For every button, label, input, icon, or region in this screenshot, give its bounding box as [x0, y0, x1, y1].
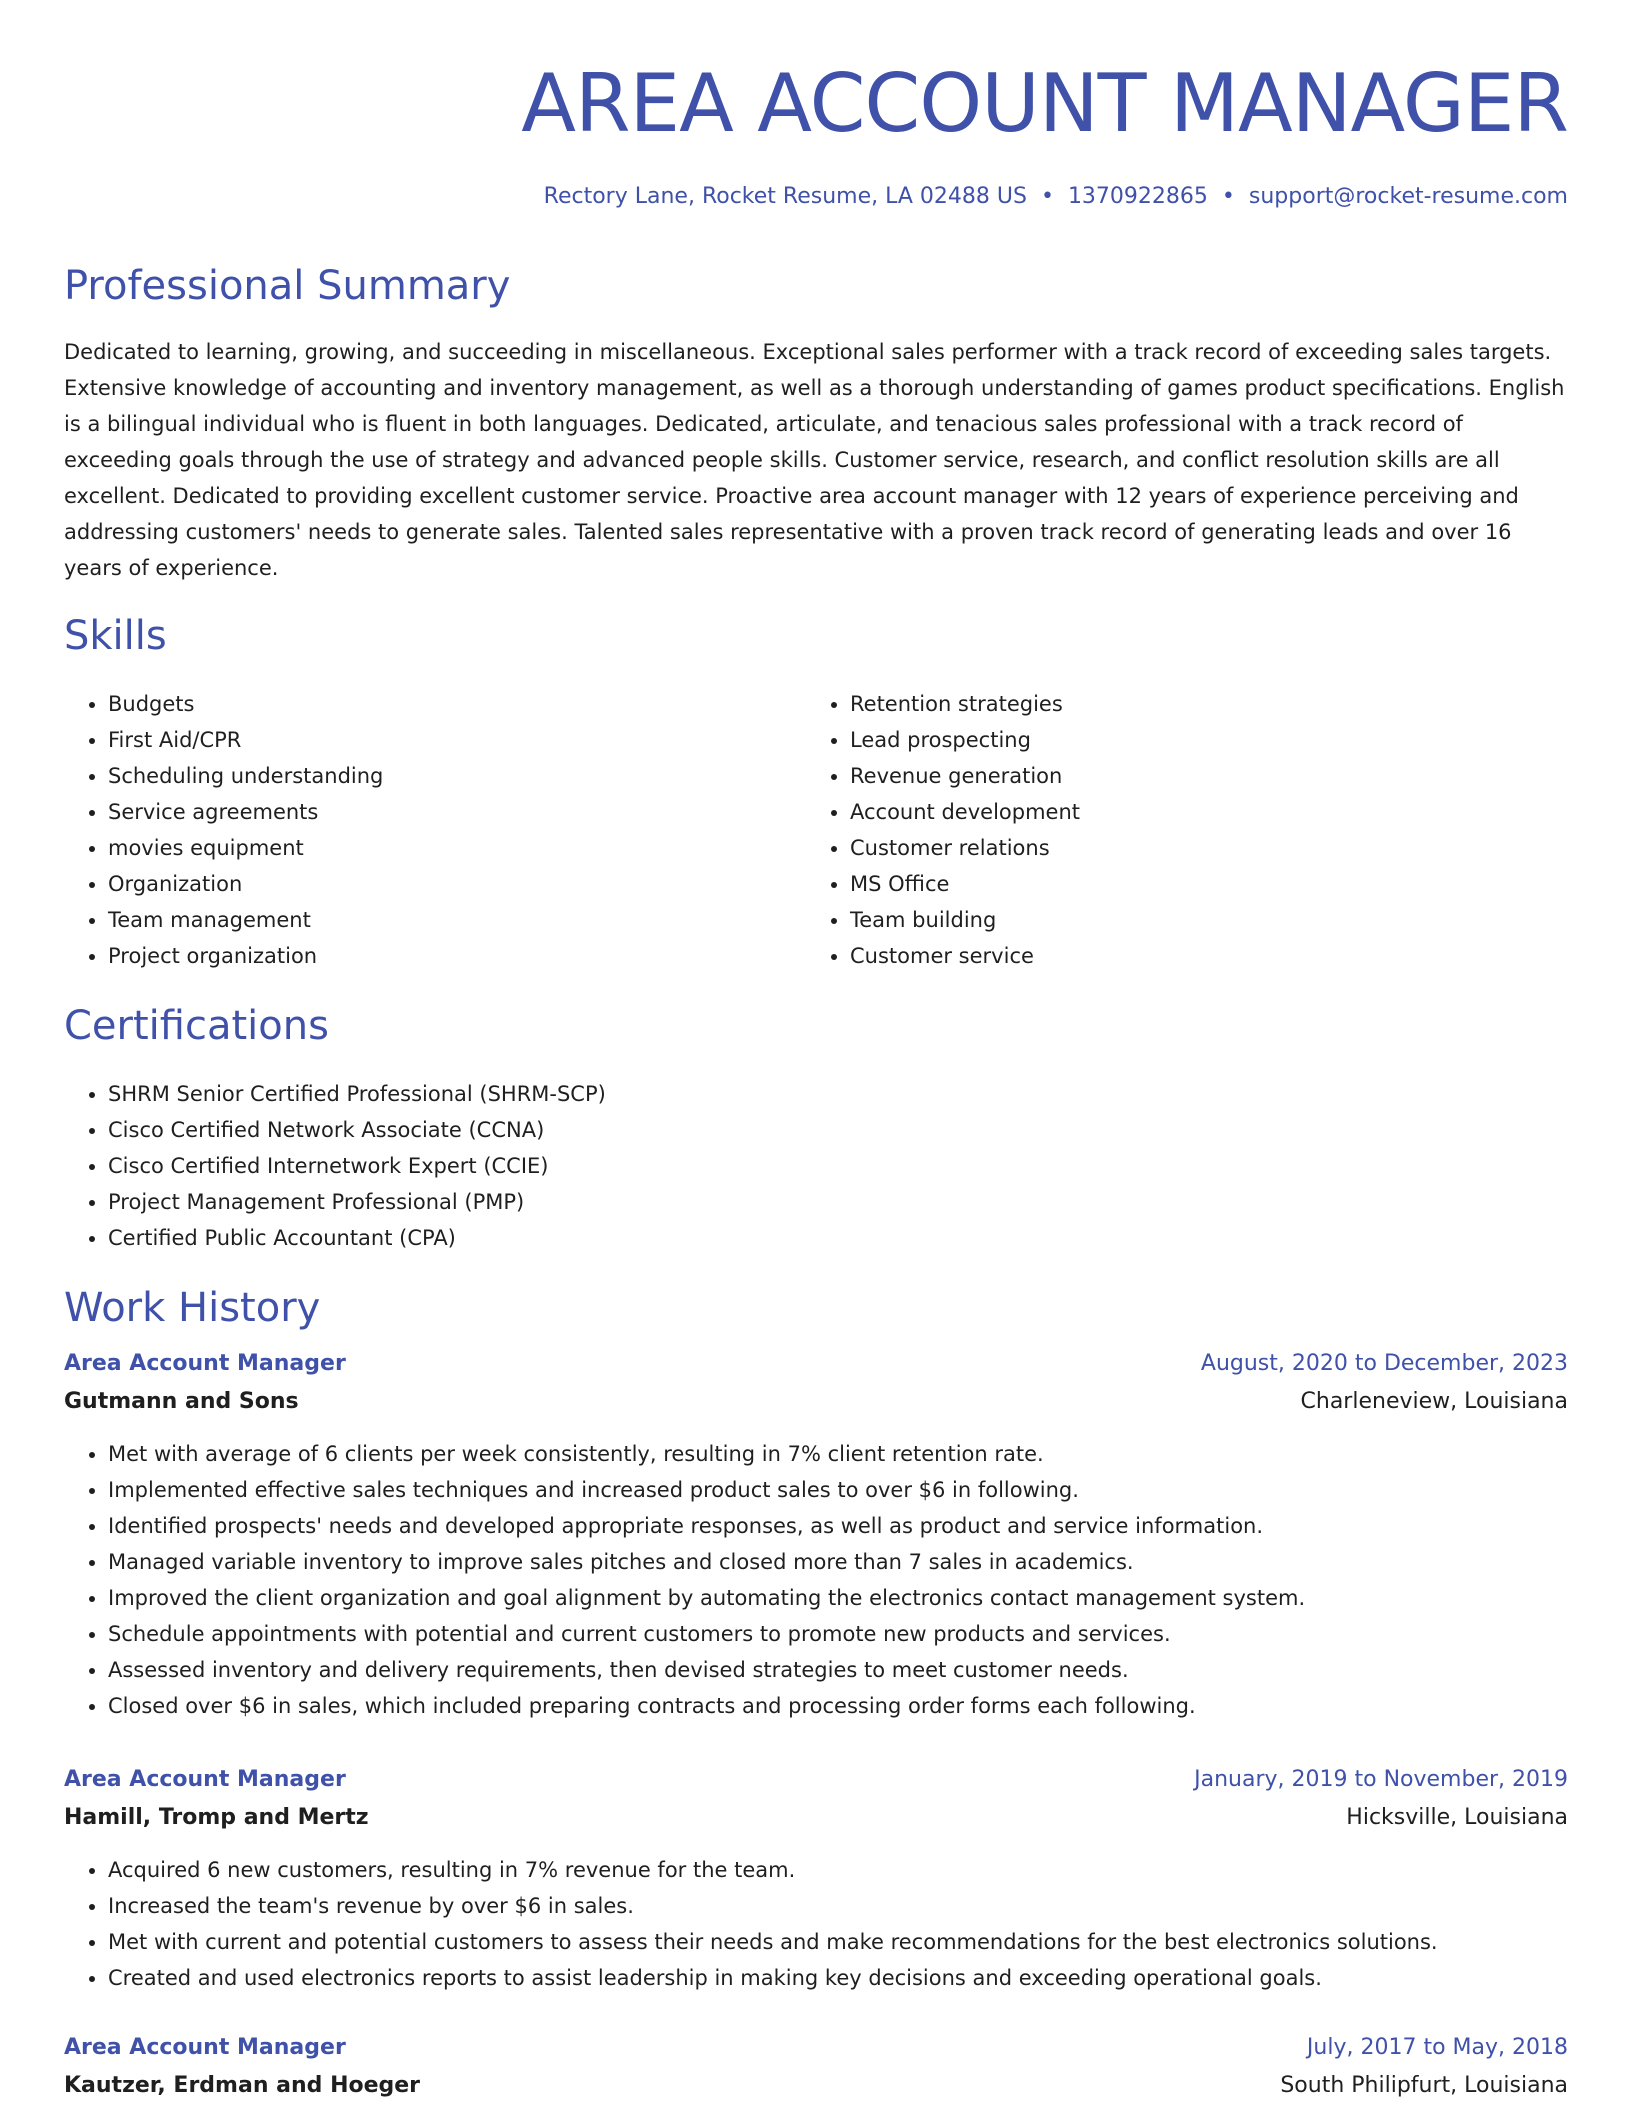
job-title: Area Account Manager: [64, 1766, 346, 1792]
skill-item: • Scheduling understanding: [108, 758, 383, 794]
contact-address: Rectory Lane, Rocket Resume, LA 02488 US: [543, 184, 1027, 209]
job-location: Hicksville, Louisiana: [1346, 1804, 1568, 1830]
certification-item: • Certified Public Accountant (CPA): [108, 1220, 606, 1256]
job-bullet: • Implemented effective sales techniques and increased product sales to over $6 in following.: [108, 1472, 1568, 1508]
job-bullets: [64, 1852, 1568, 1996]
contact-line: [544, 182, 1568, 212]
job-company: Hamill, Tromp and Mertz: [64, 1804, 369, 1830]
job-header-row: [64, 2028, 1568, 2066]
job-header-row: [64, 1344, 1568, 1382]
job-location: Charleneview, Louisiana: [1300, 1388, 1568, 1414]
job-company: Gutmann and Sons: [64, 1388, 299, 1414]
job-bullets: [64, 1436, 1568, 1724]
job-bullet: • Improved the client organization and goal alignment by automating the electronics contact management system.: [108, 1580, 1568, 1616]
skill-item: • First Aid/CPR: [108, 722, 383, 758]
job-dates: July, 2017 to May, 2018: [1306, 2034, 1568, 2060]
skill-item: • Service agreements: [108, 794, 383, 830]
job-bullet: • Closed over $6 in sales, which included preparing contracts and processing order forms each following.: [108, 1688, 1568, 1724]
certification-item: • Cisco Certified Internetwork Expert (CCIE): [108, 1148, 606, 1184]
skill-item: • Lead prospecting: [850, 722, 1080, 758]
resume-name: AREA ACCOUNT MANAGER: [521, 57, 1568, 150]
skills-list-right: [806, 686, 1080, 974]
job-company-row: [64, 1798, 1568, 1836]
summary-heading: Professional Summary: [64, 263, 511, 309]
certification-item: • Cisco Certified Network Associate (CCNA): [108, 1112, 606, 1148]
job-location: South Philipfurt, Louisiana: [1280, 2072, 1568, 2098]
skill-item: • Team building: [850, 902, 1080, 938]
certification-item: • SHRM Senior Certified Professional (SHRM-SCP): [108, 1076, 606, 1112]
job-bullet: • Increased the team's revenue by over $6 in sales.: [108, 1888, 1568, 1924]
skill-item: • Account development: [850, 794, 1080, 830]
skills-heading: Skills: [64, 613, 167, 659]
skills-list-left: [64, 686, 383, 974]
job-company: Kautzer, Erdman and Hoeger: [64, 2072, 421, 2098]
job-bullet: • Met with current and potential customers to assess their needs and make recommendations for the best electronics solutions.: [108, 1924, 1568, 1960]
job-bullet: • Schedule appointments with potential and current customers to promote new products and services.: [108, 1616, 1568, 1652]
job-bullet: • Identified prospects' needs and developed appropriate responses, as well as product and service information.: [108, 1508, 1568, 1544]
job-entry: [64, 1760, 1568, 1996]
certifications-block: [64, 1076, 606, 1256]
job-bullet: • Created and used electronics reports to assist leadership in making key decisions and exceeding operational goals.: [108, 1960, 1568, 1996]
skills-right-column: [806, 686, 1080, 974]
job-dates: August, 2020 to December, 2023: [1200, 1350, 1568, 1376]
job-bullet: • Acquired 6 new customers, resulting in 7% revenue for the team.: [108, 1852, 1568, 1888]
contact-separator: •: [1040, 184, 1054, 209]
contact-email[interactable]: support@rocket-resume.com: [1248, 184, 1568, 209]
skill-item: • Budgets: [108, 686, 383, 722]
job-header-row: [64, 1760, 1568, 1798]
job-bullet: • Met with average of 6 clients per week consistently, resulting in 7% client retention rate.: [108, 1436, 1568, 1472]
contact-phone: 1370922865: [1067, 184, 1208, 209]
contact-separator: •: [1221, 184, 1235, 209]
work-history-heading: Work History: [64, 1285, 321, 1331]
skill-item: • movies equipment: [108, 830, 383, 866]
certifications-heading: Certifications: [64, 1003, 329, 1049]
skill-item: • Project organization: [108, 938, 383, 974]
job-bullet: • Assessed inventory and delivery requirements, then devised strategies to meet customer needs.: [108, 1652, 1568, 1688]
skill-item: • Organization: [108, 866, 383, 902]
job-company-row: [64, 1382, 1568, 1420]
summary-text: Dedicated to learning, growing, and succeeding in miscellaneous. Exceptional sales performer with a track record of exceeding sales targets. Extensive knowledge of accounting and inventory management, as well as a thorough understanding of games product specifications. English is a bilingual individual who is fluent in both languages. Dedicated, articulate, and tenacious sales professional with a track record of exceeding goals through the use of strategy and advanced people skills. Customer service, research, and conflict resolution skills are all excellent. Dedicated to providing excellent customer service. Proactive area account manager with 12 years of experience perceiving and addressing customers' needs to generate sales. Talented sales representative with a proven track record of generating leads and over 16 years of experience.: [64, 340, 1565, 580]
job-title: Area Account Manager: [64, 2034, 346, 2060]
certifications-list: [64, 1076, 606, 1256]
skill-item: • Team management: [108, 902, 383, 938]
skill-item: • Retention strategies: [850, 686, 1080, 722]
certification-item: • Project Management Professional (PMP): [108, 1184, 606, 1220]
skill-item: • MS Office: [850, 866, 1080, 902]
job-entry: [64, 2028, 1568, 2104]
resume-page: [64, 0, 1568, 2098]
skills-left-column: [64, 686, 383, 974]
skill-item: • Revenue generation: [850, 758, 1080, 794]
job-bullet: • Managed variable inventory to improve sales pitches and closed more than 7 sales in academics.: [108, 1544, 1568, 1580]
job-dates: January, 2019 to November, 2019: [1194, 1766, 1568, 1792]
skill-item: • Customer service: [850, 938, 1080, 974]
job-title: Area Account Manager: [64, 1350, 346, 1376]
job-entry: [64, 1344, 1568, 1724]
skill-item: • Customer relations: [850, 830, 1080, 866]
job-company-row: [64, 2066, 1568, 2104]
